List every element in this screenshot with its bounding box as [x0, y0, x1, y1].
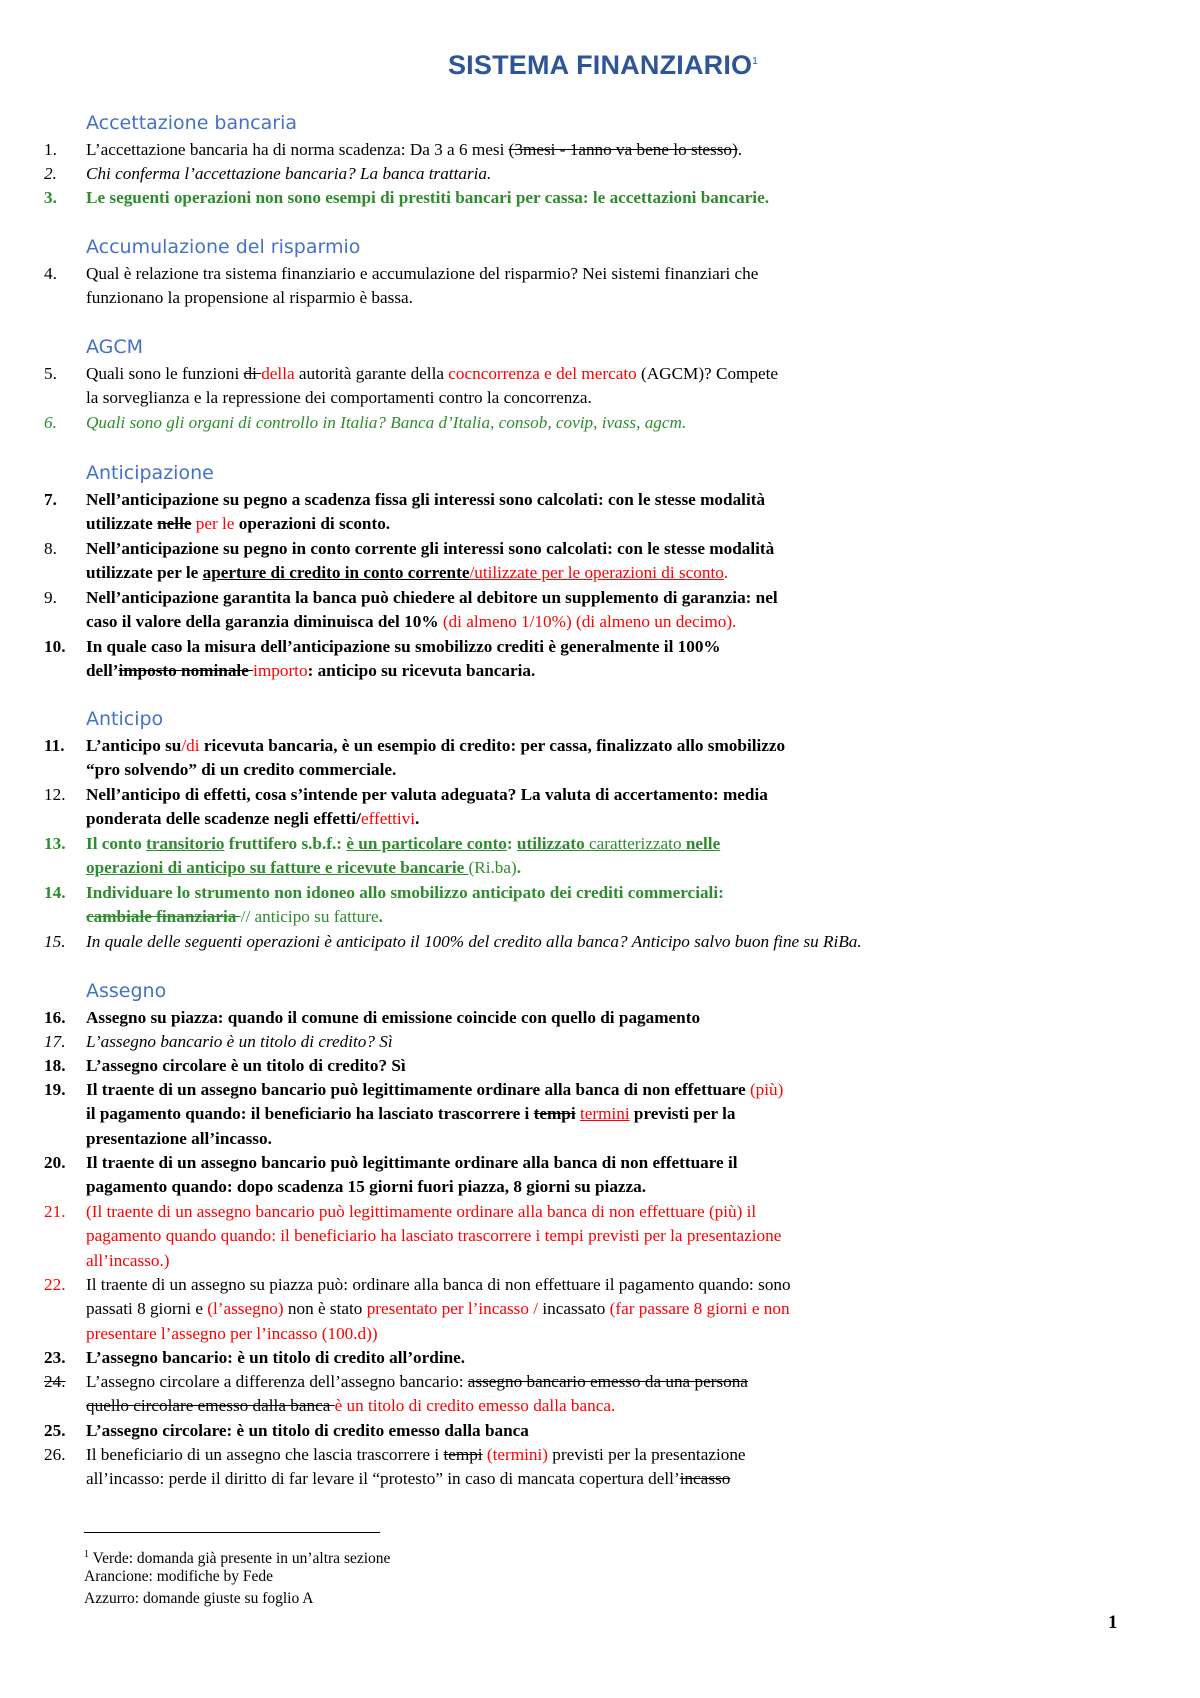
item-text: Il conto transitorio fruttifero s.b.f.: è un particolare conto: utilizzato caratterizzato nelle operazioni di anticipo su fatture e ricevute bancarie (Ri.ba). — [86, 834, 721, 878]
item-text: Le seguenti operazioni non sono esempi di prestiti bancari per cassa: le accettazioni bancarie. — [86, 188, 769, 207]
item-number: 9. — [44, 588, 57, 607]
item-text: Assegno su piazza: quando il comune di emissione coincide con quello di pagamento — [86, 1008, 701, 1027]
item-text: L’assegno circolare a differenza dell’assegno bancario: assegno bancario emesso da una persona quello circolare emesso dalla banca è un titolo di credito emesso dalla banca. — [86, 1372, 748, 1416]
item-number: 1. — [44, 140, 57, 159]
item-text: Quali sono le funzioni di della autorità garante della cocncorrenza e del mercato (AGCM)? Compete la sorveglianza e la repressione dei comportamenti contro la concorrenza. — [86, 364, 779, 408]
item-number: 24. — [44, 1372, 66, 1391]
section-heading-anticipo: Anticipo — [86, 708, 164, 730]
item-text: Nell’anticipazione su pegno in conto corrente gli interessi sono calcolati: con le stesse modalità utilizzate per le aperture di credito in conto corrente/utilizzate per le operazioni di sconto. — [86, 539, 775, 583]
item-number: 22. — [44, 1275, 66, 1294]
section-heading-accumulazione: Accumulazione del risparmio — [86, 236, 361, 258]
footnote-line: Arancione: modifiche by Fede — [84, 1568, 273, 1585]
item-text: L’assegno circolare è un titolo di credito? Sì — [86, 1056, 406, 1075]
title-text: SISTEMA FINANZIARIO — [447, 50, 753, 80]
footnote-line: $^1$ Verde: domanda già presente in un’altra sezione — [84, 1549, 391, 1568]
page-title — [0, 50, 1200, 81]
item-number: 18. — [44, 1056, 66, 1075]
section-heading-anticipazione: Anticipazione — [86, 462, 214, 484]
item-number: 16. — [44, 1008, 66, 1027]
page-number: 1 — [1108, 1612, 1118, 1633]
item-text: Il beneficiario di un assegno che lascia trascorrere i tempi (termini) previsti per la presentazione all’incasso: perde il diritto di far levare il “protesto” in caso di mancata copertura dell’incasso — [86, 1445, 746, 1489]
item-text: Nell’anticipazione su pegno a scadenza fissa gli interessi sono calcolati: con le stesse modalità utilizzate nelle per le operazioni di sconto. — [86, 490, 766, 534]
item-number: 7. — [44, 490, 57, 509]
item-number: 19. — [44, 1080, 66, 1099]
item-text: In quale caso la misura dell’anticipazione su smobilizzo crediti è generalmente il 100% dell’imposto nominale importo: anticipo su ricevuta bancaria. — [86, 637, 721, 681]
item-number: 12. — [44, 785, 66, 804]
item-text: Nell’anticipazione garantita la banca può chiedere al debitore un supplemento di garanzia: nel caso il valore della garanzia diminuisca del 10% (di almeno 1/10%) (di almeno un decimo). — [86, 588, 778, 632]
item-text: Quali sono gli organi di controllo in Italia? Banca d’Italia, consob, covip, ivass, agcm. — [86, 413, 687, 432]
section-heading-accettazione: Accettazione bancaria — [86, 112, 298, 134]
item-number: 17. — [44, 1032, 66, 1051]
item-text: Individuare lo strumento non idoneo allo smobilizzo anticipato dei crediti commerciali: cambiale finanziaria // anticipo su fatture. — [86, 883, 724, 927]
item-text: Il traente di un assegno bancario può legittimamente ordinare alla banca di non effettuare (più) il pagamento quando: il beneficiario ha lasciato trascorrere i tempi termini previsti per la presentazione all’incasso. — [86, 1080, 784, 1148]
item-number: 23. — [44, 1348, 66, 1367]
item-number: 2. — [44, 164, 57, 183]
item-text: Il traente di un assegno su piazza può: ordinare alla banca di non effettuare il pagamento quando: sono passati 8 giorni e (l’assegno) non è stato presentato per l’incasso / incassato (far passare 8 giorni e non presentare l’assegno per l’incasso (100.d)) — [86, 1275, 791, 1343]
item-number: 26. — [44, 1445, 66, 1464]
item-number: 4. — [44, 264, 57, 283]
section-heading-agcm: AGCM — [86, 336, 144, 358]
title-footnote-ref: 1 — [752, 56, 759, 67]
item-number: 11. — [44, 736, 65, 755]
item-number: 8. — [44, 539, 57, 558]
footnote-line: Azzurro: domande giuste su foglio A — [84, 1590, 314, 1607]
item-number: 15. — [44, 932, 66, 951]
item-text: L’assegno bancario è un titolo di credito? Sì — [86, 1032, 393, 1051]
item-text: L’assegno circolare: è un titolo di credito emesso dalla banca — [86, 1421, 529, 1440]
item-number: 25. — [44, 1421, 66, 1440]
item-text: In quale delle seguenti operazioni è anticipato il 100% del credito alla banca? Anticipo salvo buon fine su RiBa. — [86, 932, 862, 951]
item-text: Qual è relazione tra sistema finanziario e accumulazione del risparmio? Nei sistemi finanziari che funzionano la propensione al risparmio è bassa. — [86, 264, 759, 308]
item-text: Il traente di un assegno bancario può legittimante ordinare alla banca di non effettuare il pagamento quando: dopo scadenza 15 giorni fuori piazza, 8 giorni su piazza. — [86, 1153, 738, 1197]
item-text: L’anticipo su/di ricevuta bancaria, è un esempio di credito: per cassa, finalizzato allo smobilizzo “pro solvendo” di un credito commerciale. — [86, 736, 786, 780]
item-text: L’accettazione bancaria ha di norma scadenza: Da 3 a 6 mesi (3mesi - 1anno va bene lo stesso). — [86, 140, 743, 159]
item-number: 10. — [44, 637, 66, 656]
item-text: L’assegno bancario: è un titolo di credito all’ordine. — [86, 1348, 466, 1367]
item-text: Chi conferma l’accettazione bancaria? La banca trattaria. — [86, 164, 492, 183]
footnote-mark: 1 — [84, 1549, 89, 1560]
item-number: 5. — [44, 364, 57, 383]
item-number: 20. — [44, 1153, 66, 1172]
item-number: 21. — [44, 1202, 66, 1221]
item-number: 3. — [44, 188, 57, 207]
item-number: 14. — [44, 883, 66, 902]
item-text: Nell’anticipo di effetti, cosa s’intende per valuta adeguata? La valuta di accertamento: media ponderata delle scadenze negli effetti/effettivi. — [86, 785, 768, 829]
item-number: 13. — [44, 834, 66, 853]
item-number: 6. — [44, 413, 57, 432]
footnote-separator — [84, 1532, 380, 1533]
item-text: (Il traente di un assegno bancario può legittimamente ordinare alla banca di non effettuare (più) il pagamento quando quando: il beneficiario ha lasciato trascorrere i tempi previsti per la presentazione all’incasso.) — [86, 1202, 782, 1270]
section-heading-assegno: Assegno — [86, 980, 167, 1002]
